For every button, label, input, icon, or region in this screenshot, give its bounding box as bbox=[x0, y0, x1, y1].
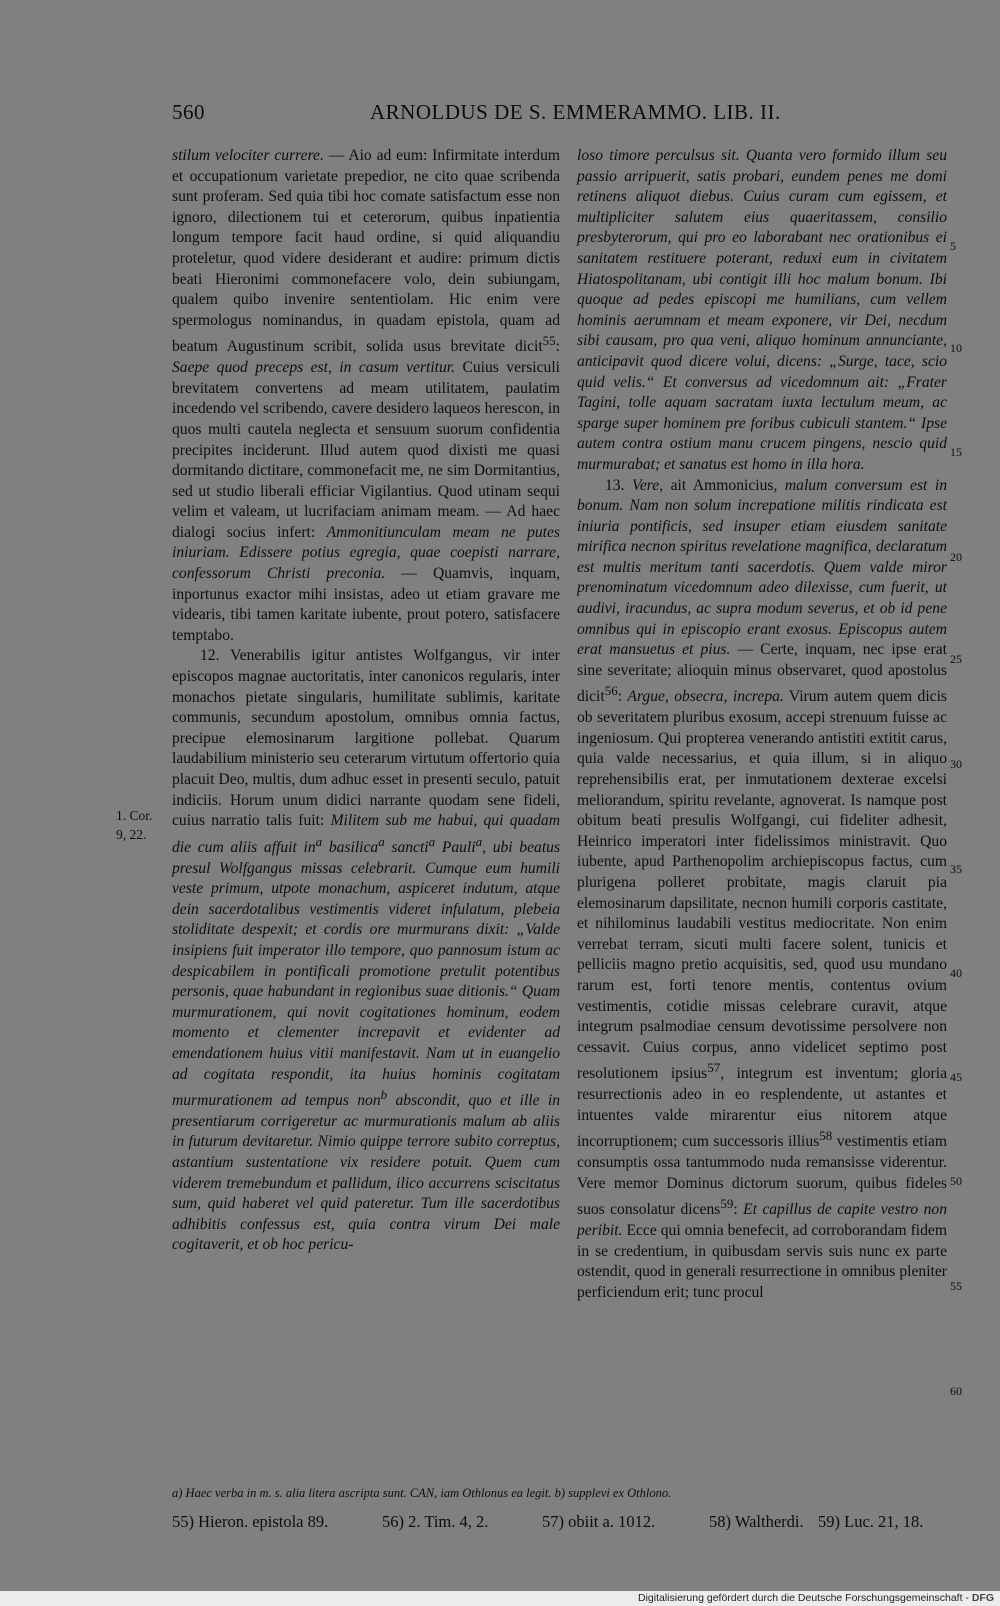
citation: 59) Luc. 21, 18. bbox=[818, 1512, 924, 1531]
line-number: 35 bbox=[950, 862, 962, 876]
running-title: ARNOLDUS DE S. EMMERAMMO. LIB. II. bbox=[370, 100, 781, 124]
textual-footnote: a) Haec verba in m. s. alia litera ascripta sunt. CAN, iam Othlonus ea legit. b) supplevi ex Othlono. bbox=[172, 1486, 672, 1500]
citation: 57) obiit a. 1012. bbox=[542, 1512, 656, 1531]
dfg-logo: DFG bbox=[971, 1592, 994, 1604]
citation: 58) Waltherdi. bbox=[709, 1512, 804, 1531]
page-header bbox=[172, 100, 942, 130]
credit-text bbox=[638, 1591, 994, 1606]
line-number: 10 bbox=[950, 341, 962, 355]
margin-note-line: 9, 22. bbox=[116, 827, 147, 842]
page-number: 560 bbox=[172, 100, 205, 124]
line-number: 50 bbox=[950, 1174, 962, 1188]
credit-bar bbox=[0, 1591, 1000, 1606]
right-column-text: loso timore perculsus sit. Quanta vero formido illum seu passio arripuerit, satis probari, eundem penes me domi retinens aliquot diebus. Cuius curam cum egissem, et multipliciter salutem eius quaeritassem, consilio presbyterorum, qui pro eo laborabant nec orationibus ei sanitatem restituere poterant, reduxi eum in civitatem Hiatospolitanam, ubi contigit illi hoc malum bonum. Ibi quoque ad pedes episcopi me humilians, cum vellem hominis aerumnam et meam exponere, vir Dei, necdum sibi causam, pro qua veni, aliquo hominum annunciante, anticipavit quod dicere volui, dicens: „Surge, tace, scio quid velis.“ Et conversus ad vicedomnum ait: „Frater Tagini, tolle aquam sacratam iuxta lectulum meum, ac sparge super hominem pre foribus cubiculi stantem.“ Ipse autem contra ostium manu crucem pingens, nescio quid murmurabat; et sanatus est homo in illa hora. 13. Vere, ait Ammonicius, malum conversum est in bonum. Nam non solum increpatione militis rindicata est iniuria pontificis, sed insuper etiam eiusdem sanitate mirifica necnon spiritus revelatione magnifica, declaratum est multis meritum tanti sacerdotis. Quem valde miror prenominatum vicedomnum adeo dilexisse, cum fuerit, ut audivi, iracundus, ac supra modum severus, et ob id pene omnibus qui in episcopio erant exosus. Episcopus autem erat mansuetus et pius. — Certe, inquam, nec ipse erat sine severitate; alioquin minus observaret, quod apostolus dicit$^{56}$: Argue, obsecra, increpa. Virum autem quem dicis ob severitatem pluribus exosum, accepi strenuum fuisse ac ingeniosum. Qui propterea venerando antistiti extitit carus, quia valde necessarius, et quia illum, si in aliquo reprehensibilis erat, per inmutationem dexterae excelsi meliorandum, spiritu revelante, agnoverat. Is namque post obitum beati presulis Wolfgangi, cui fideliter adhesit, Heinrico imperatori inter fidelissimos ministravit. Quo iubente, apud Parthenopolim archiepiscopus factus, cum plurigena polleret probitate, magis claruit pia elemosinarum dapsilitate, necnon humili corporis castitate, et nihilominus laudabili vestitus mediocritate. Non enim verrebat terram, sicuti multi facere solent, tunicis et pelliciis magno pretio acquisitis, sed, quod usu mundano rarum est, forti tenore mentis, contentus ovium vestimentis, cotidie missas celebrare curavit, atque integrum psalmodiae censum devotissime persolvere non cessavit. Cuius corpus, anno videlicet septimo post resolutionem ipsius$^{57}$, integrum est inventum; gloria resurrectionis adeo in eo resplendente, ut astantes et intuentes valde mirarentur eius nitorem atque incorruptionem; cum successoris illius$^{58}$ vestimentis etiam consumptis ossa tantummodo nuda remansisse viderentur. Vere memor Dominus dictorum suorum, quibus fideles suos consolatur dicens$^{59}$: Et capillus de capite vestro non peribit. Ecce qui omnia benefecit, ad corroborandam fidem in se credentium, in quibusdam servis suis nunc ex parte ostendit, quod in generali resurrectione in omnibus pleniter perficiendum erit; tunc procul bbox=[577, 147, 948, 1301]
citation: 55) Hieron. epistola 89. bbox=[172, 1512, 329, 1531]
line-number: 60 bbox=[950, 1384, 962, 1398]
left-column-text: stilum velociter currere. — Aio ad eum: Infirmitate interdum et occupationum varietate prepedior, ne cito quae scribenda sunt proferam. Sed quia tibi hoc comate satisfactum esse non ignoro, dilectionem tui et ceterorum, quibus inpatientia longum tempore facit haud ordine, si quid aliquandiu proteletur, quod videre desiderant et audire: primum dictis beati Hieronimi commonefacere volo, dein subiungam, qualem quibo invenire sententiolam. Hic enim vere spermologus nominandus, in quadam epistola, quam ad beatum Augustinum scribit, solida usus brevitate dicit$^{55}$: Saepe quod preceps est, in casum vertitur. Cuius versiculi brevitatem convertens ad meam utilitatem, paulatim incedendo vel scribendo, cavere desidero laqueos herescon, in quos multi cautela neglecta et sensuum suorum confidentia precipites inciderunt. Illud autem quod dixisti me quasi dormitando dictitare, commonefacit me, ne sim Dormitantius, sed ut studio liberali efficiar Vigilantius. Quod utinam sequi velim et valeam, ut lucrifaciam animam meam. — Ad haec dialogi socius infert: Ammonitiunculam meam ne putes iniuriam. Edissere potius egregia, quae coepisti narrare, confessorum Christi preconia. — Quamvis, inquam, inportunus exactor mihi insistas, adeo ut etiam gravare me videaris, tibi tamen karitate iubente, prout potero, satisfacere temptabo. 12. Venerabilis igitur antistes Wolfgangus, vir inter episcopos magnae auctoritatis, inter canonicos regularis, inter monachos pietate singularis, humilitate sublimis, karitate communis, secundum apostolum, omnibus omnia factus, precipue elemosinarum largitione pollebat. Quarum laudabilium ministerio seu ceterarum virtutum offertorio quia placuit Deo, multis, dum adhuc esset in presenti seculo, patuit indiciis. Horum unum didici narrante quodam sene fideli, cuius narratio talis fuit: Militem sub me habui, qui quadam die cum aliis affuit $in^a$ basilica$^a$ sancti$^a$ Pauli$^a$, ubi beatus presul Wolfgangus missas celebrarit. Cumque eum humili veste primum, utpote monachum, aspiceret indutum, atque dein sacerdotalibus vestimentis videret infulatum, plebeia stoliditate despexit; et cordis ore murmurans dixit: „Valde insipiens fuit imperator illo tempore, quo pannosum istum ac despicabilem in pontificali promotione pretulit potentibus personis, quae habundant in regionibus suae ditionis.“ Quam murmurationem, qui novit cogitationes hominum, eodem momento et clementer increpavit et evidenter ad emendationem huius vitii manifestavit. Nam ut in euangelio ad cogitata respondit, ita huius hominis cogitatam murmurationem ad tempus non$^b$ abscondit, quo et ille in presentiarum corrigeretur ac murmurationis malum ab aliis in futurum devitaretur. Nimio quippe terrore subito correptus, astantium sustentatione vix residere potuit. Quem cum viderem tremebundum et pallidum, ilico accurrens sciscitatus sum, quid haberet vel quid pateretur. Tum ille sacerdotibus adhibitis confessus est, quia contra virum Dei male cogitaverit, et ob hoc pericu- bbox=[172, 147, 561, 1254]
line-number: 15 bbox=[950, 445, 962, 459]
margin-note-reference bbox=[116, 806, 152, 844]
line-number: 25 bbox=[950, 652, 962, 666]
line-number: 30 bbox=[950, 757, 962, 771]
credit-prefix: Digitalisierung gefördert durch die Deutsche Forschungsgemeinschaft - bbox=[637, 1592, 972, 1604]
margin-note-line: 1. Cor. bbox=[116, 808, 153, 823]
line-number: 55 bbox=[950, 1279, 962, 1293]
line-number: 40 bbox=[950, 966, 962, 980]
line-number: 45 bbox=[950, 1070, 962, 1084]
line-number: 20 bbox=[950, 550, 962, 564]
line-number: 5 bbox=[950, 239, 956, 253]
citation: 56) 2. Tim. 4, 2. bbox=[382, 1512, 489, 1531]
